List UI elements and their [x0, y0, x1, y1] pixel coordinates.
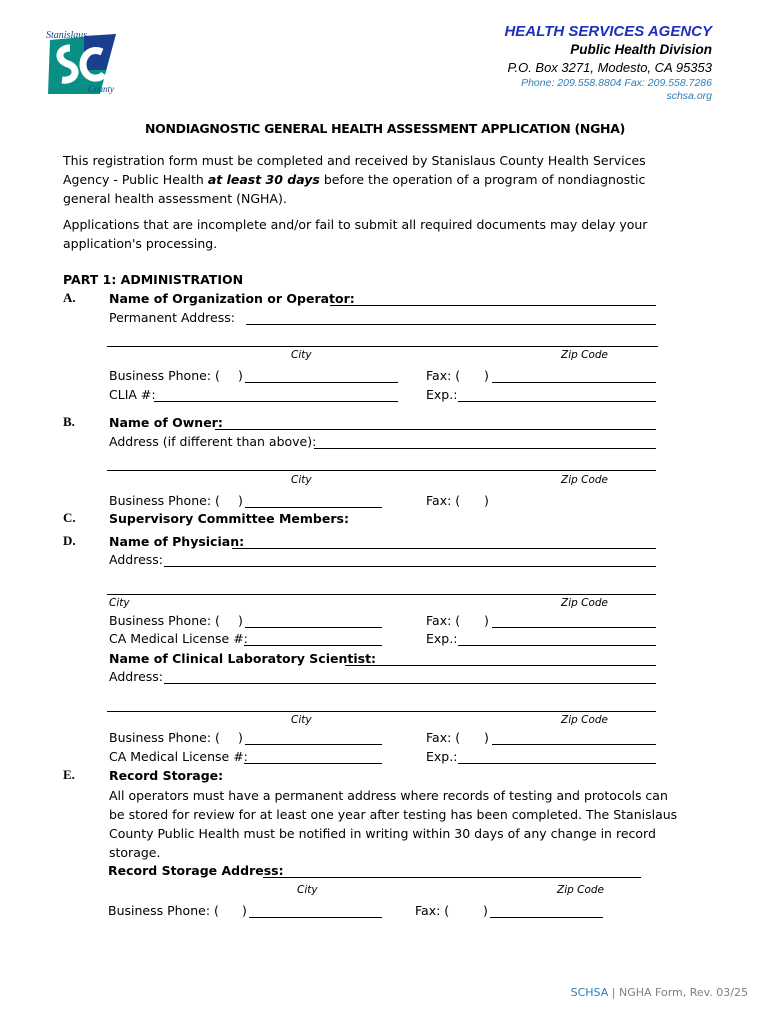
- footer-separator: |: [608, 986, 619, 999]
- org-name-field[interactable]: [330, 305, 656, 306]
- logo-text-top: Stanislaus: [46, 30, 88, 41]
- fax-label-d2: Fax: (: [426, 730, 461, 745]
- agency-phone-fax: Phone: 209.558.8804 Fax: 209.558.7286: [521, 77, 712, 89]
- business-phone-close-d2: ): [238, 730, 243, 745]
- business-phone-label-a: Business Phone: (: [109, 368, 220, 383]
- record-storage-label: Record Storage:: [109, 768, 224, 783]
- fax-label-d: Fax: (: [426, 613, 461, 628]
- intro-paragraph-1: [63, 151, 693, 208]
- fax-label-a: Fax: (: [426, 368, 461, 383]
- owner-address-field[interactable]: [314, 448, 656, 449]
- owner-name-field[interactable]: [215, 429, 656, 430]
- fax-close-a: ): [484, 368, 489, 383]
- business-phone-field-b[interactable]: [245, 507, 382, 508]
- ca-license-label-d2: CA Medical License #:: [109, 749, 248, 764]
- footer-form: NGHA Form, Rev. 03/25: [618, 986, 748, 999]
- zip-caption-b: Zip Code: [561, 474, 608, 486]
- agency-name: HEALTH SERVICES AGENCY: [504, 23, 712, 40]
- agency-website[interactable]: schsa.org: [666, 90, 712, 102]
- physician-address-field[interactable]: [164, 566, 656, 567]
- exp-field-d[interactable]: [458, 645, 656, 646]
- footer: [571, 986, 748, 999]
- fax-field-d[interactable]: [492, 627, 656, 628]
- section-letter-d: D.: [63, 533, 76, 548]
- org-name-label: Name of Organization or Operator:: [109, 291, 355, 306]
- exp-label-d: Exp.:: [426, 631, 458, 646]
- owner-name-label: Name of Owner:: [109, 415, 223, 430]
- business-phone-label-d2: Business Phone: (: [109, 730, 220, 745]
- lab-scientist-field[interactable]: [345, 665, 656, 666]
- section-letter-c: C.: [63, 510, 76, 525]
- perm-address-line2[interactable]: [107, 346, 658, 347]
- section-letter-a: A.: [63, 290, 76, 305]
- business-phone-field-d[interactable]: [245, 627, 382, 628]
- fax-label-b: Fax: (: [426, 493, 461, 508]
- ca-license-field-d[interactable]: [244, 645, 382, 646]
- lab-scientist-address-label: Address:: [109, 669, 163, 684]
- business-phone-field-a[interactable]: [245, 382, 398, 383]
- business-phone-label-b: Business Phone: (: [109, 493, 220, 508]
- fax-close-e: ): [483, 903, 488, 918]
- record-storage-address-label: Record Storage Address:: [108, 863, 284, 878]
- fax-field-d2[interactable]: [492, 744, 656, 745]
- record-storage-text: All operators must have a permanent address where records of testing and protocols can be stored for review for at least one year after testing has been completed. The Stanislaus County Public Health must be notified in writing within 30 days of any change in record storage.: [109, 788, 678, 860]
- physician-label: Name of Physician:: [109, 534, 245, 549]
- clia-label: CLIA #:: [109, 387, 156, 402]
- lab-scientist-address-line2[interactable]: [107, 711, 656, 712]
- supervisory-label: Supervisory Committee Members:: [109, 511, 349, 526]
- city-caption-d2: City: [291, 714, 312, 726]
- ca-license-field-d2[interactable]: [244, 763, 382, 764]
- physician-field[interactable]: [232, 548, 656, 549]
- section-letter-e: E.: [63, 767, 75, 782]
- record-storage-address-field[interactable]: [263, 877, 641, 878]
- lab-scientist-label: Name of Clinical Laboratory Scientist:: [109, 651, 377, 666]
- zip-caption-d2: Zip Code: [561, 714, 608, 726]
- fax-field-e[interactable]: [490, 917, 603, 918]
- part1-heading: PART 1: ADMINISTRATION: [63, 272, 244, 287]
- physician-address-label: Address:: [109, 552, 163, 567]
- exp-label-d2: Exp.:: [426, 749, 458, 764]
- clia-field[interactable]: [154, 401, 398, 402]
- perm-address-label: Permanent Address:: [109, 310, 235, 325]
- exp-label-a: Exp.:: [426, 387, 458, 402]
- business-phone-label-e: Business Phone: (: [108, 903, 219, 918]
- logo-text-bottom: County: [88, 84, 114, 94]
- intro-emphasis: at least 30 days: [207, 172, 320, 187]
- zip-caption-e: Zip Code: [557, 884, 604, 896]
- ca-license-label-d: CA Medical License #:: [109, 631, 248, 646]
- agency-address: P.O. Box 3271, Modesto, CA 95353: [507, 60, 712, 75]
- fax-close-b: ): [484, 493, 489, 508]
- zip-caption-d: Zip Code: [561, 597, 608, 609]
- intro-paragraph-2: Applications that are incomplete and/or fail to submit all required documents may delay your application's processing.: [63, 217, 648, 251]
- owner-address-label: Address (if different than above):: [109, 434, 317, 449]
- business-phone-field-d2[interactable]: [245, 744, 382, 745]
- city-caption-d: City: [109, 597, 130, 609]
- division-name: Public Health Division: [570, 42, 712, 57]
- fax-close-d2: ): [484, 730, 489, 745]
- exp-field-a[interactable]: [458, 401, 656, 402]
- perm-address-field[interactable]: [246, 324, 656, 325]
- business-phone-field-e[interactable]: [249, 917, 382, 918]
- fax-label-e: Fax: (: [415, 903, 450, 918]
- physician-address-line2[interactable]: [107, 594, 656, 595]
- business-phone-label-d: Business Phone: (: [109, 613, 220, 628]
- section-letter-b: B.: [63, 414, 75, 429]
- intro-text-2: before the operation of a program of nondiagnostic general health assessment (NGHA).: [63, 172, 646, 206]
- city-caption-b: City: [291, 474, 312, 486]
- fax-close-d: ): [484, 613, 489, 628]
- city-caption-a: City: [291, 349, 312, 361]
- exp-field-d2[interactable]: [458, 763, 656, 764]
- business-phone-close-a: ): [238, 368, 243, 383]
- fax-field-a[interactable]: [492, 382, 656, 383]
- owner-address-line2[interactable]: [107, 470, 656, 471]
- county-logo: [40, 30, 120, 100]
- zip-caption-a: Zip Code: [561, 349, 608, 361]
- lab-scientist-address-field[interactable]: [164, 683, 656, 684]
- business-phone-close-e: ): [242, 903, 247, 918]
- form-title: NONDIAGNOSTIC GENERAL HEALTH ASSESSMENT APPLICATION (NGHA): [144, 121, 626, 136]
- business-phone-close-b: ): [238, 493, 243, 508]
- city-caption-e: City: [297, 884, 318, 896]
- intro-text-1: This registration form must be completed and received by Stanislaus County Health Services Agency - Public Health: [63, 153, 646, 187]
- footer-org: SCHSA: [570, 986, 609, 999]
- business-phone-close-d: ): [238, 613, 243, 628]
